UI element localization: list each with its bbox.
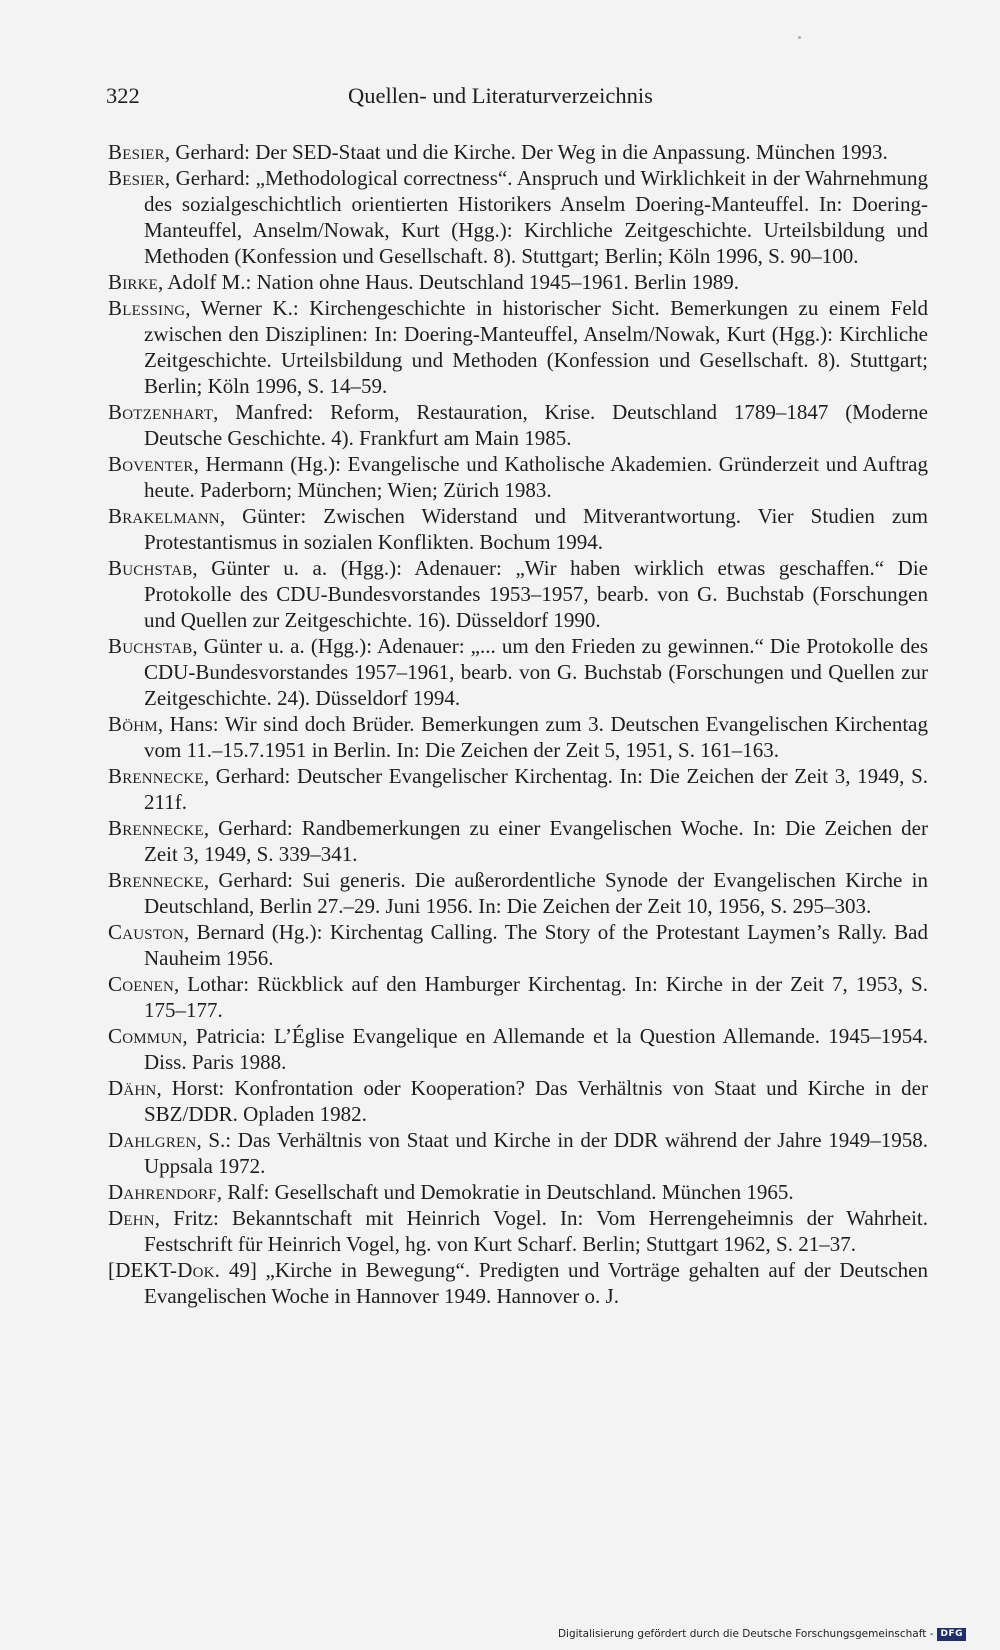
entry-text: 49] „Kirche in Bewegung“. Predigten und Vorträge gehalten auf der Deutschen Evangelischen Woche in Hannover 1949. Hannover o. J.: [144, 1258, 928, 1308]
entry-author: Buchstab: [108, 634, 193, 658]
entry-author: Boventer: [108, 452, 194, 476]
entry-text: , Lothar: Rückblick auf den Hamburger Kirchentag. In: Kirche in der Zeit 7, 1953, S. 175–177.: [144, 972, 928, 1022]
bibliography-entry: [108, 399, 928, 451]
bibliography-entry: [108, 1075, 928, 1127]
bibliography-entry: [108, 139, 928, 165]
entry-text: , Hans: Wir sind doch Brüder. Bemerkungen zum 3. Deutschen Evangelischen Kirchentag vom 11.–15.7.1951 in Berlin. In: Die Zeichen der Zeit 5, 1951, S. 161–163.: [144, 712, 928, 762]
entry-author: Besier: [108, 166, 165, 190]
running-title: Quellen- und Literaturverzeichnis: [348, 83, 653, 108]
entry-author: Dehn: [108, 1206, 155, 1230]
entry-author: Coenen: [108, 972, 175, 996]
bibliography-entry: [108, 1179, 928, 1205]
bibliography-entry: [108, 1023, 928, 1075]
entry-author: Dahlgren: [108, 1128, 197, 1152]
bibliography-entry: [108, 815, 928, 867]
entry-text: , Fritz: Bekanntschaft mit Heinrich Vogel. In: Vom Herrengeheimnis der Wahrheit. Festschrift für Heinrich Vogel, hg. von Kurt Scharf. Berlin; Stuttgart 1962, S. 21–37.: [144, 1206, 928, 1256]
bibliography-entry: [108, 711, 928, 763]
entry-author: Dahrendorf: [108, 1180, 217, 1204]
entry-author: Causton: [108, 920, 184, 944]
scan-speck: [798, 36, 801, 39]
entry-text: , Manfred: Reform, Restauration, Krise. Deutschland 1789–1847 (Moderne Deutsche Geschichte. 4). Frankfurt am Main 1985.: [144, 400, 928, 450]
bibliography-entry: [108, 451, 928, 503]
entry-author: Brennecke: [108, 764, 204, 788]
entry-author: Birke: [108, 270, 159, 294]
entry-text: , Bernard (Hg.): Kirchentag Calling. The Story of the Protestant Laymen’s Rally. Bad Nauheim 1956.: [144, 920, 928, 970]
entry-author: Commun: [108, 1024, 183, 1048]
page-number: 322: [106, 83, 140, 108]
entry-text: , Gerhard: Sui generis. Die außerordentliche Synode der Evangelischen Kirche in Deutschland, Berlin 27.–29. Juni 1956. In: Die Zeichen der Zeit 10, 1956, S. 295–303.: [144, 868, 928, 918]
entry-text: , Gerhard: „Methodological correctness“. Anspruch und Wirklichkeit in der Wahrnehmung des sozialgeschichtlich orientierten Historikers Anselm Doering-Manteuffel. In: Doering-Manteuffel, Anselm/Nowak, Kurt (Hgg.): Kirchliche Zeitgeschichte. Urteilsbildung und Methoden (Konfession und Gesellschaft. 8). Stuttgart; Berlin; Köln 1996, S. 90–100.: [144, 166, 928, 268]
entry-text: , Adolf M.: Nation ohne Haus. Deutschland 1945–1961. Berlin 1989.: [158, 270, 739, 294]
entry-author: Buchstab: [108, 556, 193, 580]
entry-text: , Günter: Zwischen Widerstand und Mitverantwortung. Vier Studien zum Protestantismus in sozialen Konflikten. Bochum 1994.: [144, 504, 928, 554]
entry-author: Böhm: [108, 712, 158, 736]
bibliography-list: [108, 139, 928, 1309]
bibliography-entry: [108, 867, 928, 919]
entry-text: , Günter u. a. (Hgg.): Adenauer: „Wir haben wirklich etwas geschaffen.“ Die Protokolle des CDU-Bundesvorstandes 1953–1957, bearb. von G. Buchstab (Forschungen und Quellen zur Zeitgeschichte. 16). Düsseldorf 1990.: [144, 556, 928, 632]
entry-author: Botzenhart: [108, 400, 214, 424]
entry-author: Blessing: [108, 296, 186, 320]
bibliography-entry: [108, 165, 928, 269]
footer-note-text: Digitalisierung gefördert durch die Deutsche Forschungsgemeinschaft -: [557, 1628, 934, 1640]
bibliography-entry: [108, 555, 928, 633]
entry-text: , Ralf: Gesellschaft und Demokratie in Deutschland. München 1965.: [216, 1180, 794, 1204]
bibliography-entry: [108, 763, 928, 815]
entry-author: [DEKT-Dok.: [108, 1258, 221, 1282]
entry-author: Brakelmann: [108, 504, 220, 528]
entry-author: Brennecke: [108, 816, 204, 840]
dfg-logo: DFG: [937, 1628, 966, 1641]
entry-text: , Hermann (Hg.): Evangelische und Katholische Akademien. Gründerzeit und Auftrag heute. Paderborn; München; Wien; Zürich 1983.: [144, 452, 928, 502]
entry-author: Brennecke: [108, 868, 204, 892]
page-header: [106, 81, 928, 111]
entry-text: , Werner K.: Kirchengeschichte in historischer Sicht. Bemerkungen zu einem Feld zwischen den Disziplinen: In: Doering-Manteuffel, Anselm/Nowak, Kurt (Hgg.): Kirchliche Zeitgeschichte. Urteilsbildung und Methoden (Konfession und Gesellschaft. 8). Stuttgart; Berlin; Köln 1996, S. 14–59.: [144, 296, 928, 398]
entry-author: Dähn: [108, 1076, 157, 1100]
bibliography-entry: [108, 633, 928, 711]
bibliography-entry: [108, 1205, 928, 1257]
bibliography-entry: [108, 503, 928, 555]
entry-text: , Günter u. a. (Hgg.): Adenauer: „... um den Frieden zu gewinnen.“ Die Protokolle des CDU-Bundesvorstandes 1957–1961, bearb. von G. Buchstab (Forschungen und Quellen zur Zeitgeschichte. 24). Düsseldorf 1994.: [144, 634, 928, 710]
bibliography-entry: [108, 269, 928, 295]
bibliography-entry: [108, 919, 928, 971]
digitization-footer: [558, 1626, 966, 1642]
entry-text: , Patricia: L’Église Evangelique en Allemande et la Question Allemande. 1945–1954. Diss. Paris 1988.: [144, 1024, 928, 1074]
bibliography-entry: [108, 295, 928, 399]
entry-text: , Gerhard: Randbemerkungen zu einer Evangelischen Woche. In: Die Zeichen der Zeit 3, 1949, S. 339–341.: [144, 816, 928, 866]
entry-text: , Horst: Konfrontation oder Kooperation? Das Verhältnis von Staat und Kirche in der SBZ/DDR. Opladen 1982.: [144, 1076, 928, 1126]
entry-text: , Gerhard: Der SED-Staat und die Kirche. Der Weg in die Anpassung. München 1993.: [164, 140, 888, 164]
entry-text: , Gerhard: Deutscher Evangelischer Kirchentag. In: Die Zeichen der Zeit 3, 1949, S. 211f.: [144, 764, 928, 814]
bibliography-entry: [108, 1257, 928, 1309]
bibliography-entry: [108, 971, 928, 1023]
entry-author: Besier: [108, 140, 165, 164]
bibliography-entry: [108, 1127, 928, 1179]
entry-text: , S.: Das Verhältnis von Staat und Kirche in der DDR während der Jahre 1949–1958. Uppsala 1972.: [144, 1128, 928, 1178]
